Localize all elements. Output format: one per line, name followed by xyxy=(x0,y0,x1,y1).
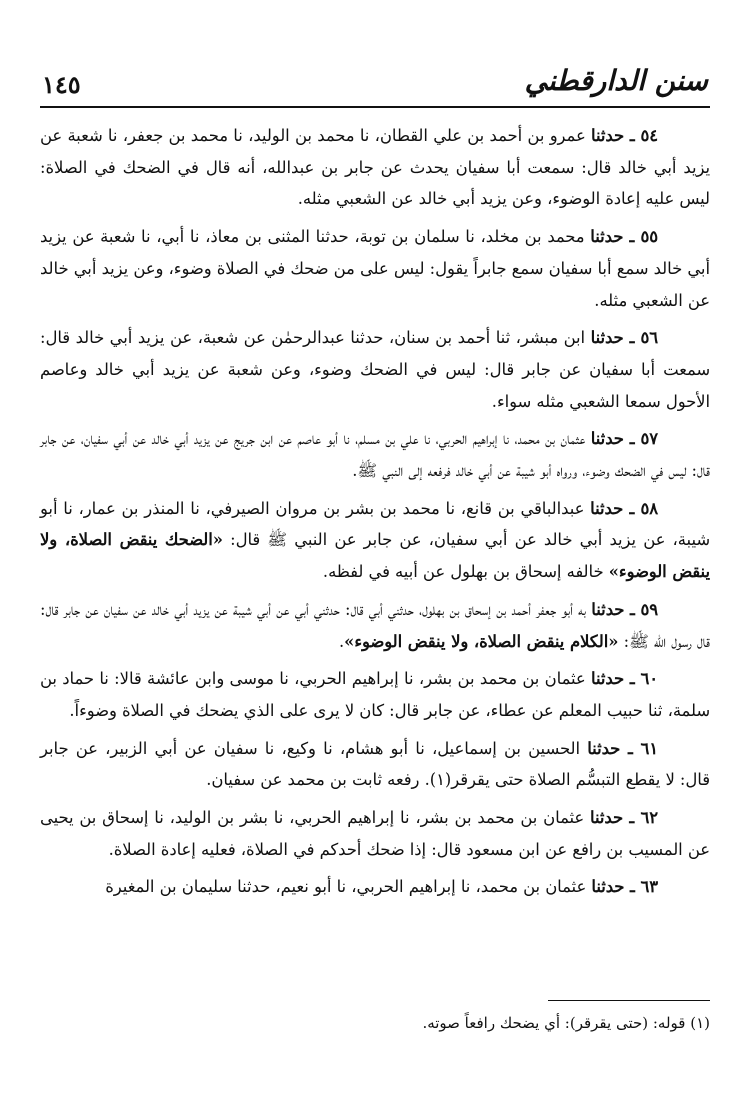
prophetic-quote: «الكلام ينقض الصلاة، ولا ينقض الوضوء» xyxy=(344,631,619,651)
prophetic-quote: «الضحك ينقض الصلاة، ولا ينقض الوضوء» xyxy=(40,530,710,582)
hadith-paragraph: ٦٠ ـ حدثنا عثمان بن محمد بن بشر، نا إبراهيم الحربي، نا موسى وابن عائشة قالا: نا حماد بن سلمة، ثنا حبيب المعلم عن عطاء، عن جابر قال: كان لا يرى على الذي يضحك في الصلاة وضوءاً. xyxy=(40,669,710,720)
page-body xyxy=(40,120,710,909)
footnote-separator xyxy=(548,1000,710,1001)
hadith-paragraph: ٦٣ ـ حدثنا عثمان بن محمد، نا إبراهيم الحربي، نا أبو نعيم، حدثنا سليمان بن المغيرة xyxy=(105,877,658,897)
hadith-paragraph: ٥٧ ـ حدثنا عثمان بن محمد، نا إبراهيم الحربي، نا علي بن مسلم، نا أبو عاصم عن ابن جريج عن يزيد أبي خالد عن أبي سفيان، عن جابر قال: ليس في الضحك وضوء، ورواه أبو شيبة عن أبي خالد فرفعه إلى النبي ﷺ. xyxy=(40,429,710,481)
hadith-paragraph: ٥٨ ـ حدثنا عبدالباقي بن قانع، نا محمد بن بشر بن مروان الصيرفي، نا المنذر بن عمار، نا أبو شيبة، عن يزيد أبي خالد عن أبي سفيان، عن جابر عن النبي ﷺ قال: «الضحك ينقض الصلاة، ولا ينقض الوضوء» خالفه إسحاق بن بهلول عن أبيه في لفظه. xyxy=(40,498,710,582)
hadith-paragraph: ٥٤ ـ حدثنا عمرو بن أحمد بن علي القطان، نا محمد بن الوليد، نا محمد بن جعفر، نا شعبة عن يزيد أبي خالد قال: سمعت أبا سفيان يحدث عن جابر بن عبدالله، أنه قال في الضحك في الصلاة: ليس عليه إعادة الوضوء، وعن يزيد أبي خالد عن الشعبي مثله. xyxy=(40,126,710,209)
book-title: سنن الدارقطني xyxy=(524,64,708,97)
hadith-paragraph: ٥٥ ـ حدثنا محمد بن مخلد، نا سلمان بن توبة، حدثنا المثنى بن معاذ، نا أبي، نا شعبة عن يزيد أبي خالد سمع أبا سفيان سمع جابراً يقول: ليس على من ضحك في الصلاة وضوء، وعن يزيد أبي خالد عن الشعبي مثله. xyxy=(40,227,710,310)
footnote: (١) قوله: (حتى يقرقر): أي يضحك رافعاً صوته. xyxy=(422,1014,710,1032)
hadith-paragraph: ٦٢ ـ حدثنا عثمان بن محمد بن بشر، نا إبراهيم الحربي، نا بشر بن الوليد، نا إسحاق بن يحيى عن المسيب بن رافع عن ابن مسعود قال: إذا ضحك أحدكم في الصلاة، فعليه إعادة الصلاة. xyxy=(40,808,710,859)
page-header xyxy=(40,62,710,108)
hadith-paragraph: ٦١ ـ حدثنا الحسين بن إسماعيل، نا أبو هشام، نا وكيع، نا سفيان عن أبي الزبير، عن جابر قال: لا يقطع التبسُّم الصلاة حتى يقرقر(١). رفعه ثابت بن محمد عن سفيان. xyxy=(40,738,710,790)
hadith-paragraph: ٥٦ ـ حدثنا ابن مبشر، ثنا أحمد بن سنان، حدثنا عبدالرحمٰن عن شعبة، عن يزيد أبي خالد قال: سمعت أبا سفيان عن جابر قال: ليس في الضحك وضوء، وعن شعبة عن يزيد أبي خالد وعاصم الأحول سمعا الشعبي مثله سواء. xyxy=(40,328,710,411)
hadith-paragraph: ٥٩ ـ حدثنا به أبو جعفر أحمد بن إسحاق بن بهلول، حدثني أبي قال: حدثني أبي عن أبي شيبة عن يزيد أبي خالد عن سفيان عن جابر قال: قال رسول الله ﷺ: «الكلام ينقض الصلاة، ولا ينقض الوضوء». xyxy=(40,599,710,651)
page-number: ١٤٥ xyxy=(42,70,81,99)
